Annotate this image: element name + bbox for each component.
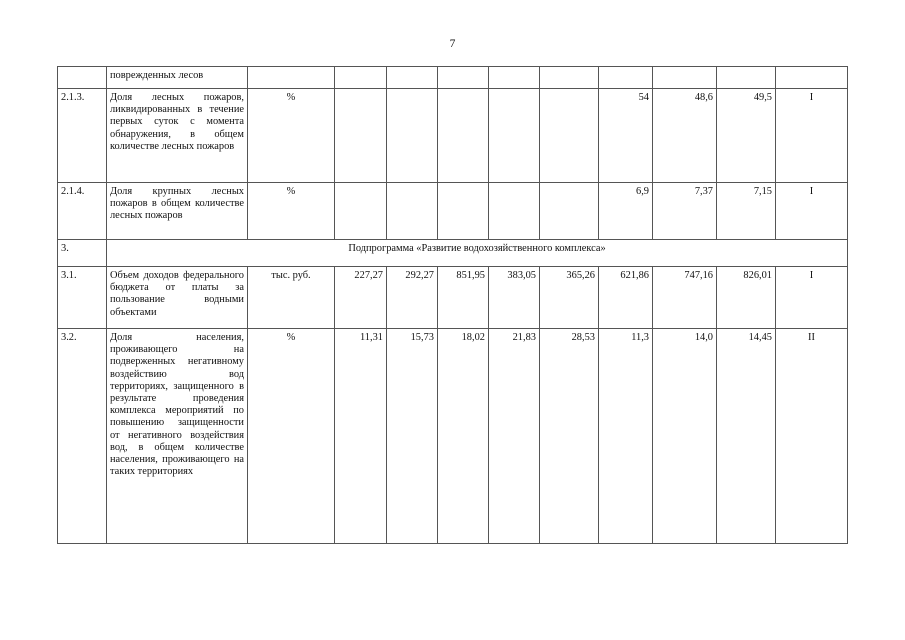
value-cell [653, 67, 717, 89]
value-cell: 7,37 [653, 183, 717, 240]
value-cell [489, 67, 540, 89]
value-cell [438, 183, 489, 240]
priority-cell: I [776, 183, 848, 240]
value-cell: 14,0 [653, 329, 717, 544]
value-cell [717, 67, 776, 89]
value-cell: 11,3 [599, 329, 653, 544]
value-cell [438, 67, 489, 89]
value-cell [335, 89, 387, 183]
value-cell: 11,31 [335, 329, 387, 544]
value-cell: 826,01 [717, 267, 776, 329]
value-cell: 621,86 [599, 267, 653, 329]
value-cell: 15,73 [387, 329, 438, 544]
row-number: 3.1. [58, 267, 107, 329]
value-cell [387, 89, 438, 183]
value-cell: 227,27 [335, 267, 387, 329]
value-cell: 6,9 [599, 183, 653, 240]
value-cell [489, 89, 540, 183]
value-cell [387, 183, 438, 240]
value-cell [599, 67, 653, 89]
table-row [58, 267, 848, 329]
table-row [58, 183, 848, 240]
value-cell: 18,02 [438, 329, 489, 544]
value-cell [540, 67, 599, 89]
value-cell: 365,26 [540, 267, 599, 329]
value-cell: 7,15 [717, 183, 776, 240]
value-cell [540, 89, 599, 183]
value-cell: 383,05 [489, 267, 540, 329]
row-number: 3.2. [58, 329, 107, 544]
value-cell: 851,95 [438, 267, 489, 329]
value-cell [335, 183, 387, 240]
priority-cell: II [776, 329, 848, 544]
indicator-name: Доля населения, проживающего на подверженных негативному воздействию вод территориях, защищенного в результате проведения комплекса мероприятий по повышению защищенности от негативного воздействия вод, в общем количестве населения, проживающего на таких территориях [107, 329, 248, 544]
priority-cell: I [776, 89, 848, 183]
value-cell: 14,45 [717, 329, 776, 544]
unit-cell: % [248, 183, 335, 240]
row-number: 2.1.3. [58, 89, 107, 183]
value-cell [387, 67, 438, 89]
priority-cell [776, 67, 848, 89]
value-cell [438, 89, 489, 183]
value-cell: 54 [599, 89, 653, 183]
value-cell: 747,16 [653, 267, 717, 329]
indicators-table [57, 66, 848, 544]
unit-cell: % [248, 89, 335, 183]
unit-cell [248, 67, 335, 89]
indicator-name: Доля крупных лесных пожаров в общем количестве лесных пожаров [107, 183, 248, 240]
priority-cell: I [776, 267, 848, 329]
table-row [58, 329, 848, 544]
value-cell [335, 67, 387, 89]
value-cell: 49,5 [717, 89, 776, 183]
unit-cell: тыс. руб. [248, 267, 335, 329]
value-cell [540, 183, 599, 240]
value-cell: 48,6 [653, 89, 717, 183]
value-cell: 28,53 [540, 329, 599, 544]
section-row [58, 240, 848, 267]
table-row [58, 89, 848, 183]
table-row [58, 67, 848, 89]
value-cell: 21,83 [489, 329, 540, 544]
indicator-name: Доля лесных пожаров, ликвидированных в течение первых суток с момента обнаружения, в общем количестве лесных пожаров [107, 89, 248, 183]
row-number [58, 67, 107, 89]
indicator-name: Объем доходов федерального бюджета от платы за пользование водными объектами [107, 267, 248, 329]
section-title: Подпрограмма «Развитие водохозяйственного комплекса» [107, 240, 848, 267]
value-cell [489, 183, 540, 240]
indicator-name: поврежденных лесов [107, 67, 248, 89]
value-cell: 292,27 [387, 267, 438, 329]
row-number: 2.1.4. [58, 183, 107, 240]
row-number: 3. [58, 240, 107, 267]
page-number: 7 [449, 38, 456, 50]
unit-cell: % [248, 329, 335, 544]
